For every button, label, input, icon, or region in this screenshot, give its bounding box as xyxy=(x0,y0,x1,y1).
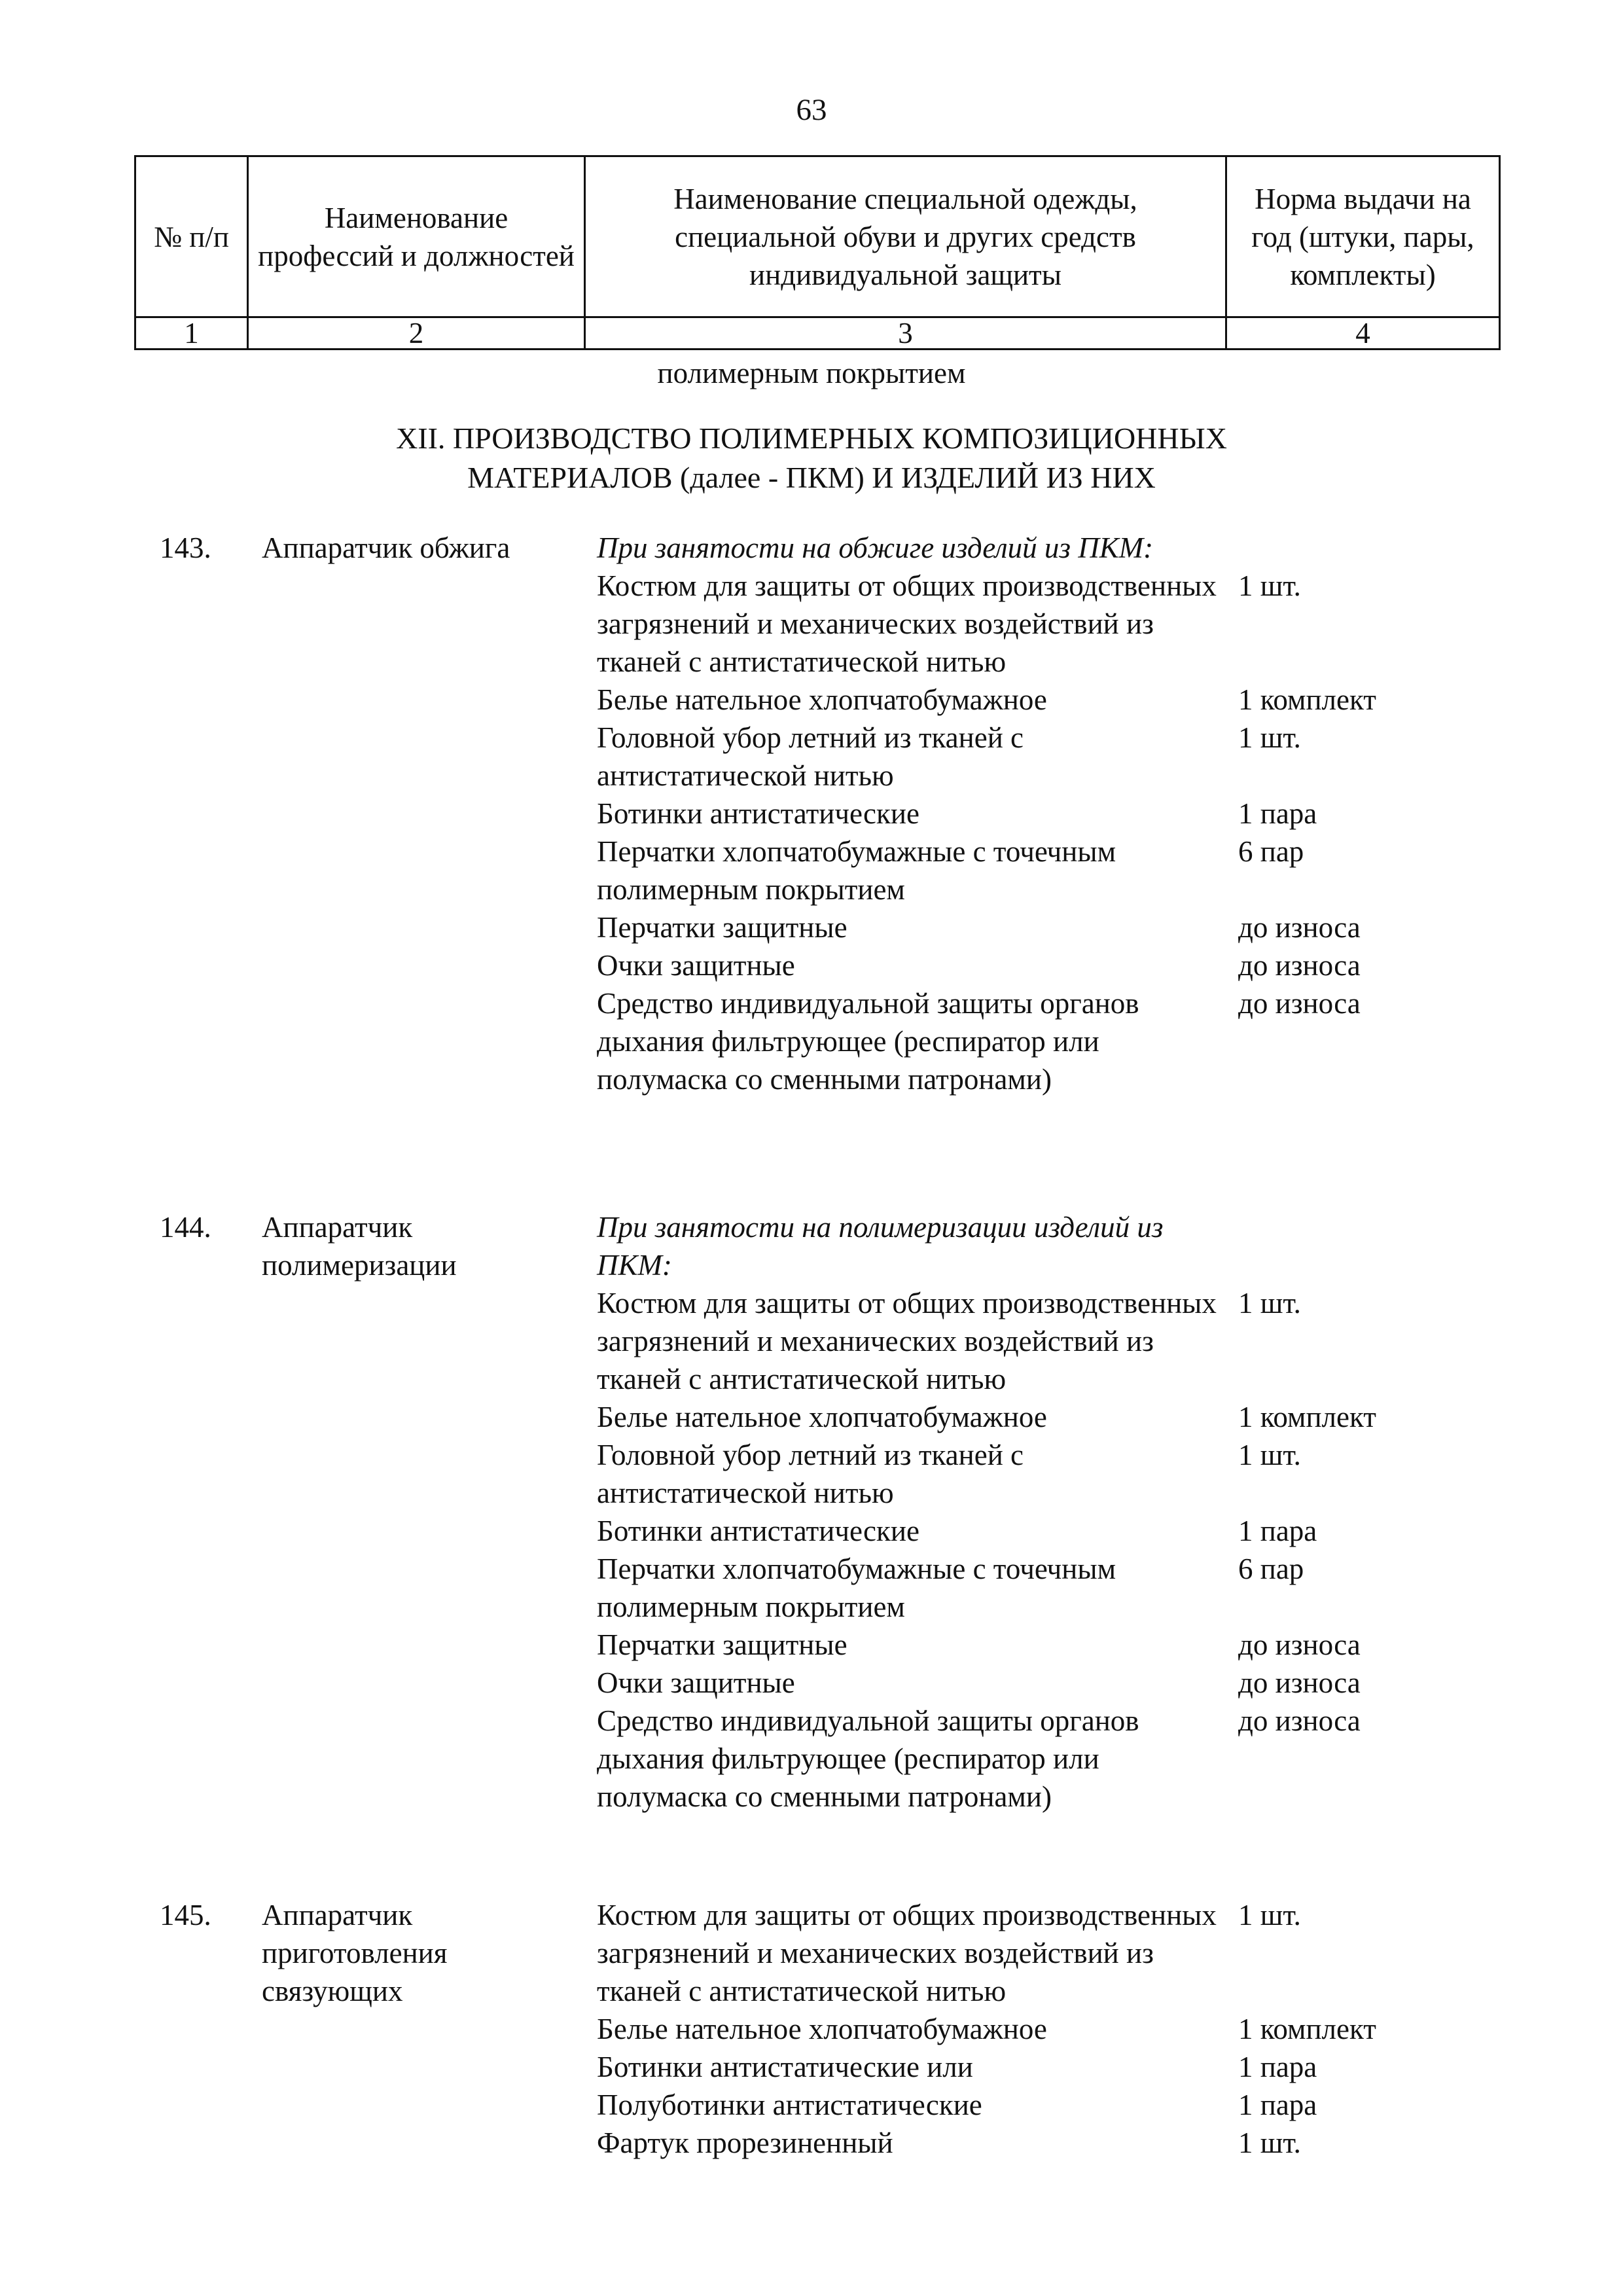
section-title-line-1: XII. ПРОИЗВОДСТВО ПОЛИМЕРНЫХ КОМПОЗИЦИОННЫХ xyxy=(396,422,1227,455)
item-name: Костюм для защиты от общих производственных загрязнений и механических воздействий из тканей с антистатической нитью xyxy=(597,1287,1217,1395)
item-norm: 1 комплект xyxy=(1238,683,1376,716)
equipment-list xyxy=(597,529,1578,1098)
item-name: Белье нательное хлопчатобумажное xyxy=(597,1401,1047,1433)
item-norm: 6 пар xyxy=(1238,835,1304,868)
list-item xyxy=(597,2010,1578,2048)
item-norm: до износа xyxy=(1238,1628,1361,1661)
header-col-profession: Наименование профессий и должностей xyxy=(248,156,585,317)
condition-note: При занятости на обжиге изделий из ПКМ: xyxy=(597,531,1154,564)
list-item xyxy=(597,1436,1578,1512)
item-norm: 1 шт. xyxy=(1238,2126,1301,2159)
item-name: Очки защитные xyxy=(597,1666,795,1699)
list-item xyxy=(597,1664,1578,1702)
table-header xyxy=(134,155,1501,350)
item-norm: до износа xyxy=(1238,1666,1361,1699)
list-item xyxy=(597,719,1578,795)
item-name: Перчатки защитные xyxy=(597,1628,847,1661)
item-norm: 1 шт. xyxy=(1238,1899,1301,1931)
item-norm: до износа xyxy=(1238,949,1361,982)
header-col-equipment: Наименование специальной одежды, специальной обуви и других средств индивидуальной защиты xyxy=(585,156,1226,317)
item-norm: 1 шт. xyxy=(1238,721,1301,754)
item-name: Очки защитные xyxy=(597,949,795,982)
item-norm: 1 шт. xyxy=(1238,569,1301,602)
list-item xyxy=(597,984,1578,1098)
header-num-4: 4 xyxy=(1226,317,1500,350)
section-title xyxy=(0,419,1623,497)
profession-name: Аппаратчик полимеризации xyxy=(262,1211,457,1282)
item-norm: 1 комплект xyxy=(1238,2013,1376,2045)
header-col-norm: Норма выдачи на год (штуки, пары, комплекты) xyxy=(1226,156,1500,317)
item-norm: до износа xyxy=(1238,1704,1361,1737)
item-norm: 1 шт. xyxy=(1238,1439,1301,1471)
header-col-number: № п/п xyxy=(135,156,248,317)
list-item xyxy=(597,567,1578,681)
profession-name: Аппаратчик обжига xyxy=(262,531,510,564)
item-norm: 6 пар xyxy=(1238,1552,1304,1585)
item-name: Перчатки хлопчатобумажные с точечным полимерным покрытием xyxy=(597,835,1116,906)
list-item xyxy=(597,795,1578,833)
condition-note: При занятости на полимеризации изделий из ПКМ: xyxy=(597,1211,1164,1282)
item-name: Ботинки антистатические или xyxy=(597,2051,973,2083)
equipment-list xyxy=(597,1896,1578,2162)
continuation-text: полимерным покрытием xyxy=(657,357,966,389)
item-norm: 1 пара xyxy=(1238,797,1317,830)
list-item xyxy=(597,1512,1578,1550)
item-name: Костюм для защиты от общих производственных загрязнений и механических воздействий из тканей с антистатической нитью xyxy=(597,1899,1217,2007)
item-name: Белье нательное хлопчатобумажное xyxy=(597,2013,1047,2045)
item-name: Средство индивидуальной защиты органов дыхания фильтрующее (респиратор или полумаска со сменными патронами) xyxy=(597,987,1139,1096)
item-name: Костюм для защиты от общих производственных загрязнений и механических воздействий из тканей с антистатической нитью xyxy=(597,569,1217,678)
item-name: Ботинки антистатические xyxy=(597,797,919,830)
item-name: Головной убор летний из тканей с антистатической нитью xyxy=(597,1439,1024,1509)
list-item xyxy=(597,833,1578,908)
list-item xyxy=(597,2086,1578,2124)
item-name: Полуботинки антистатические xyxy=(597,2089,982,2121)
list-item xyxy=(597,1284,1578,1398)
item-name: Ботинки антистатические xyxy=(597,1515,919,1547)
item-norm: 1 комплект xyxy=(1238,1401,1376,1433)
item-norm: 1 шт. xyxy=(1238,1287,1301,1319)
header-num-2: 2 xyxy=(248,317,585,350)
item-name: Средство индивидуальной защиты органов дыхания фильтрующее (респиратор или полумаска со сменными патронами) xyxy=(597,1704,1139,1813)
list-item xyxy=(597,1626,1578,1664)
profession-name: Аппаратчик приготовления связующих xyxy=(262,1899,448,2007)
equipment-list xyxy=(597,1208,1578,1816)
list-item xyxy=(597,1896,1578,2010)
list-item xyxy=(597,908,1578,946)
item-norm: 1 пара xyxy=(1238,2051,1317,2083)
list-item xyxy=(597,681,1578,719)
list-item xyxy=(597,2124,1578,2162)
item-norm: 1 пара xyxy=(1238,2089,1317,2121)
header-num-1: 1 xyxy=(135,317,248,350)
header-num-3: 3 xyxy=(585,317,1226,350)
item-name: Перчатки защитные xyxy=(597,911,847,944)
item-name: Перчатки хлопчатобумажные с точечным полимерным покрытием xyxy=(597,1552,1116,1623)
item-name: Фартук прорезиненный xyxy=(597,2126,893,2159)
list-item xyxy=(597,1398,1578,1436)
item-norm: до износа xyxy=(1238,987,1361,1020)
list-item xyxy=(597,2048,1578,2086)
page-number: 63 xyxy=(796,93,827,127)
entry-number: 143. xyxy=(160,531,211,564)
item-norm: 1 пара xyxy=(1238,1515,1317,1547)
entry-number: 144. xyxy=(160,1211,211,1244)
section-title-line-2: МАТЕРИАЛОВ (далее - ПКМ) И ИЗДЕЛИЙ ИЗ НИХ xyxy=(467,461,1156,494)
entry-number: 145. xyxy=(160,1899,211,1931)
item-norm: до износа xyxy=(1238,911,1361,944)
item-name: Белье нательное хлопчатобумажное xyxy=(597,683,1047,716)
list-item xyxy=(597,946,1578,984)
list-item xyxy=(597,1702,1578,1816)
list-item xyxy=(597,1550,1578,1626)
item-name: Головной убор летний из тканей с антистатической нитью xyxy=(597,721,1024,792)
